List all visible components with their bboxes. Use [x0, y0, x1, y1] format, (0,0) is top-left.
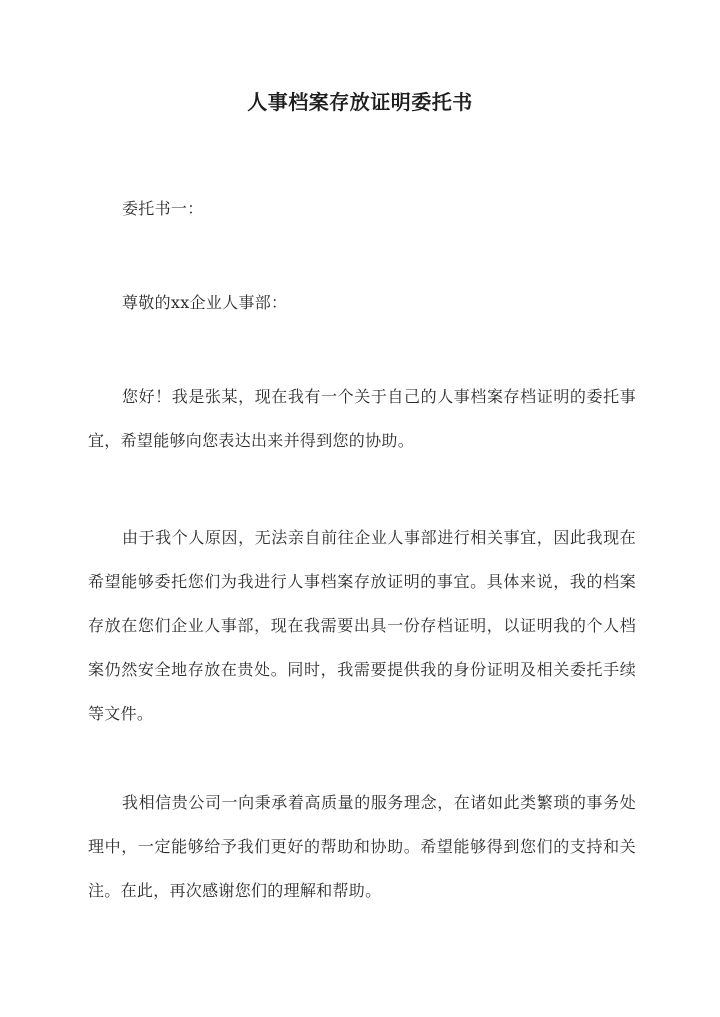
- document-title: 人事档案存放证明委托书: [247, 90, 473, 114]
- recipient-line: 尊敬的xx企业人事部：: [122, 293, 288, 312]
- body-paragraph-closing: 我相信贵公司一向秉承着高质量的服务理念，在诸如此类繁琐的事务处理中，一定能够给予我们更好的帮助和协助。希望能够得到您们的支持和关注。在此，再次感谢您们的理解和帮助。: [88, 793, 636, 900]
- body-paragraph-greeting: 您好！我是张某，现在我有一个关于自己的人事档案存档证明的委托事宜，希望能够向您表达出来并得到您的协助。: [88, 387, 636, 450]
- body-paragraph-reason: 由于我个人原因，无法亲自前往企业人事部进行相关事宜，因此我现在希望能够委托您们为我进行人事档案存放证明的事宜。具体来说，我的档案存放在您们企业人事部，现在我需要出具一份存档证明，以证明我的个人档案仍然安全地存放在贵处。同时，我需要提供我的身份证明及相关委托手续等文件。: [88, 528, 636, 723]
- salutation-heading: 委托书一：: [122, 199, 204, 218]
